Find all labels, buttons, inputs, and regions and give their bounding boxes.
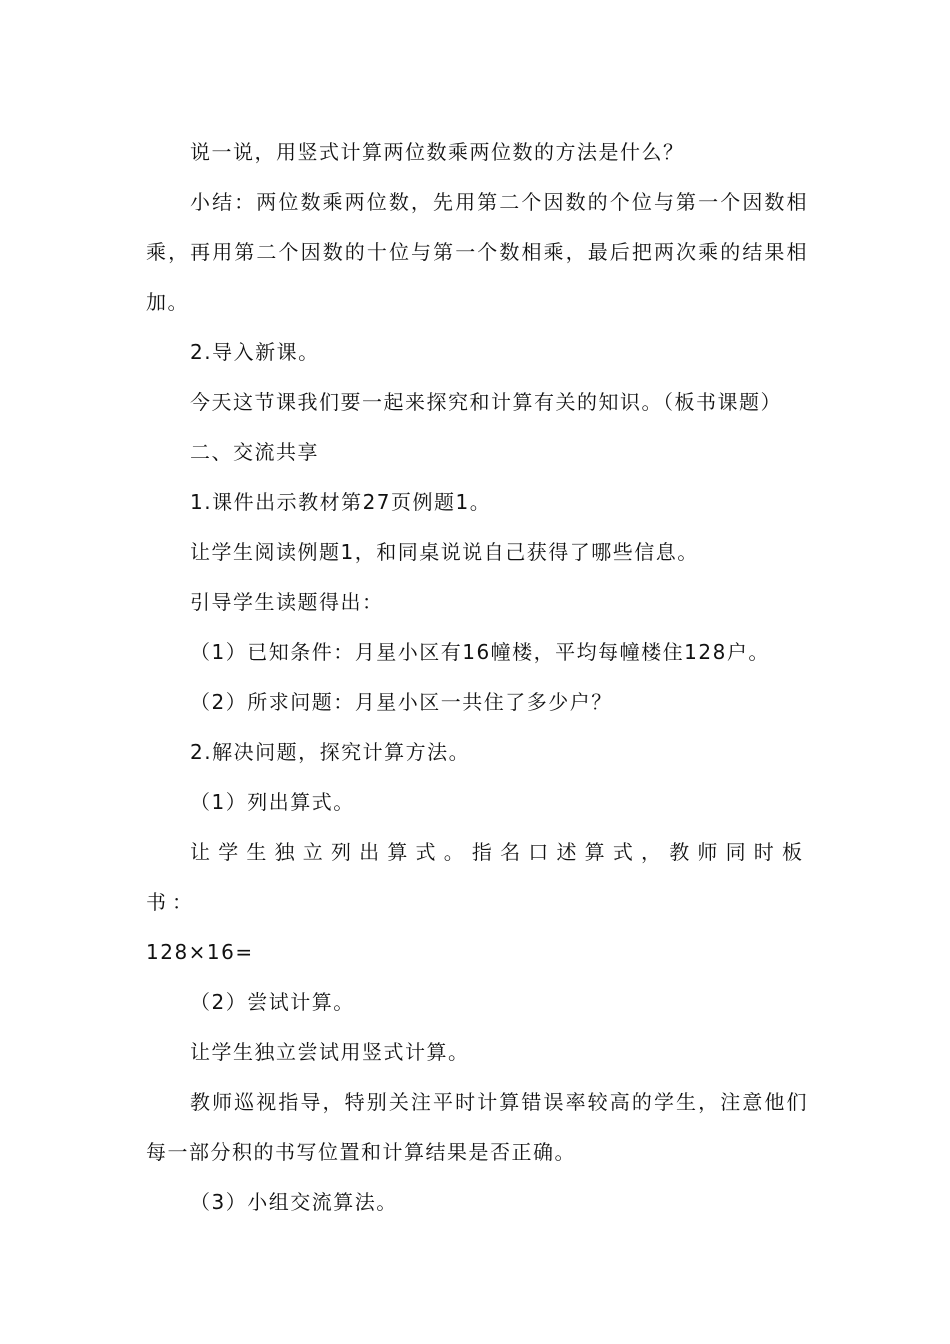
paragraph-solve-problem: 2.解决问题，探究计算方法。 bbox=[190, 740, 471, 764]
paragraph-show-example: 1.课件出示教材第27页例题1。 bbox=[190, 490, 492, 514]
paragraph-question: 说一说，用竖式计算两位数乘两位数的方法是什么？ bbox=[190, 140, 685, 164]
paragraph-formula: 128×16= bbox=[146, 940, 254, 964]
paragraph-students-list-formula: 让学生独立列出算式。指名口述算式，教师同时板书： bbox=[146, 840, 808, 914]
paragraph-try-calculation: （2）尝试计算。 bbox=[190, 990, 355, 1014]
paragraph-known-conditions: （1）已知条件：月星小区有16幢楼，平均每幢楼住128户。 bbox=[190, 640, 770, 664]
paragraph-intro-new-lesson: 2.导入新课。 bbox=[190, 340, 320, 364]
paragraph-teacher-guidance: 教师巡视指导，特别关注平时计算错误率较高的学生，注意他们每一部分积的书写位置和计算结果是否正确。 bbox=[146, 1090, 808, 1164]
paragraph-summary: 小结：两位数乘两位数，先用第二个因数的个位与第一个因数相乘，再用第二个因数的十位与第一个数相乘，最后把两次乘的结果相加。 bbox=[146, 190, 808, 314]
paragraph-group-exchange: （3）小组交流算法。 bbox=[190, 1190, 398, 1214]
section-heading-exchange: 二、交流共享 bbox=[190, 440, 319, 464]
paragraph-vertical-calculation: 让学生独立尝试用竖式计算。 bbox=[190, 1040, 470, 1064]
document-body bbox=[146, 127, 808, 1227]
paragraph-guide-reading: 引导学生读题得出： bbox=[190, 590, 384, 614]
paragraph-today-lesson: 今天这节课我们要一起来探究和计算有关的知识。（板书课题） bbox=[190, 390, 782, 414]
paragraph-read-example: 让学生阅读例题1，和同桌说说自己获得了哪些信息。 bbox=[190, 540, 699, 564]
paragraph-list-formula: （1）列出算式。 bbox=[190, 790, 355, 814]
paragraph-question-asked: （2）所求问题：月星小区一共住了多少户？ bbox=[190, 690, 613, 714]
